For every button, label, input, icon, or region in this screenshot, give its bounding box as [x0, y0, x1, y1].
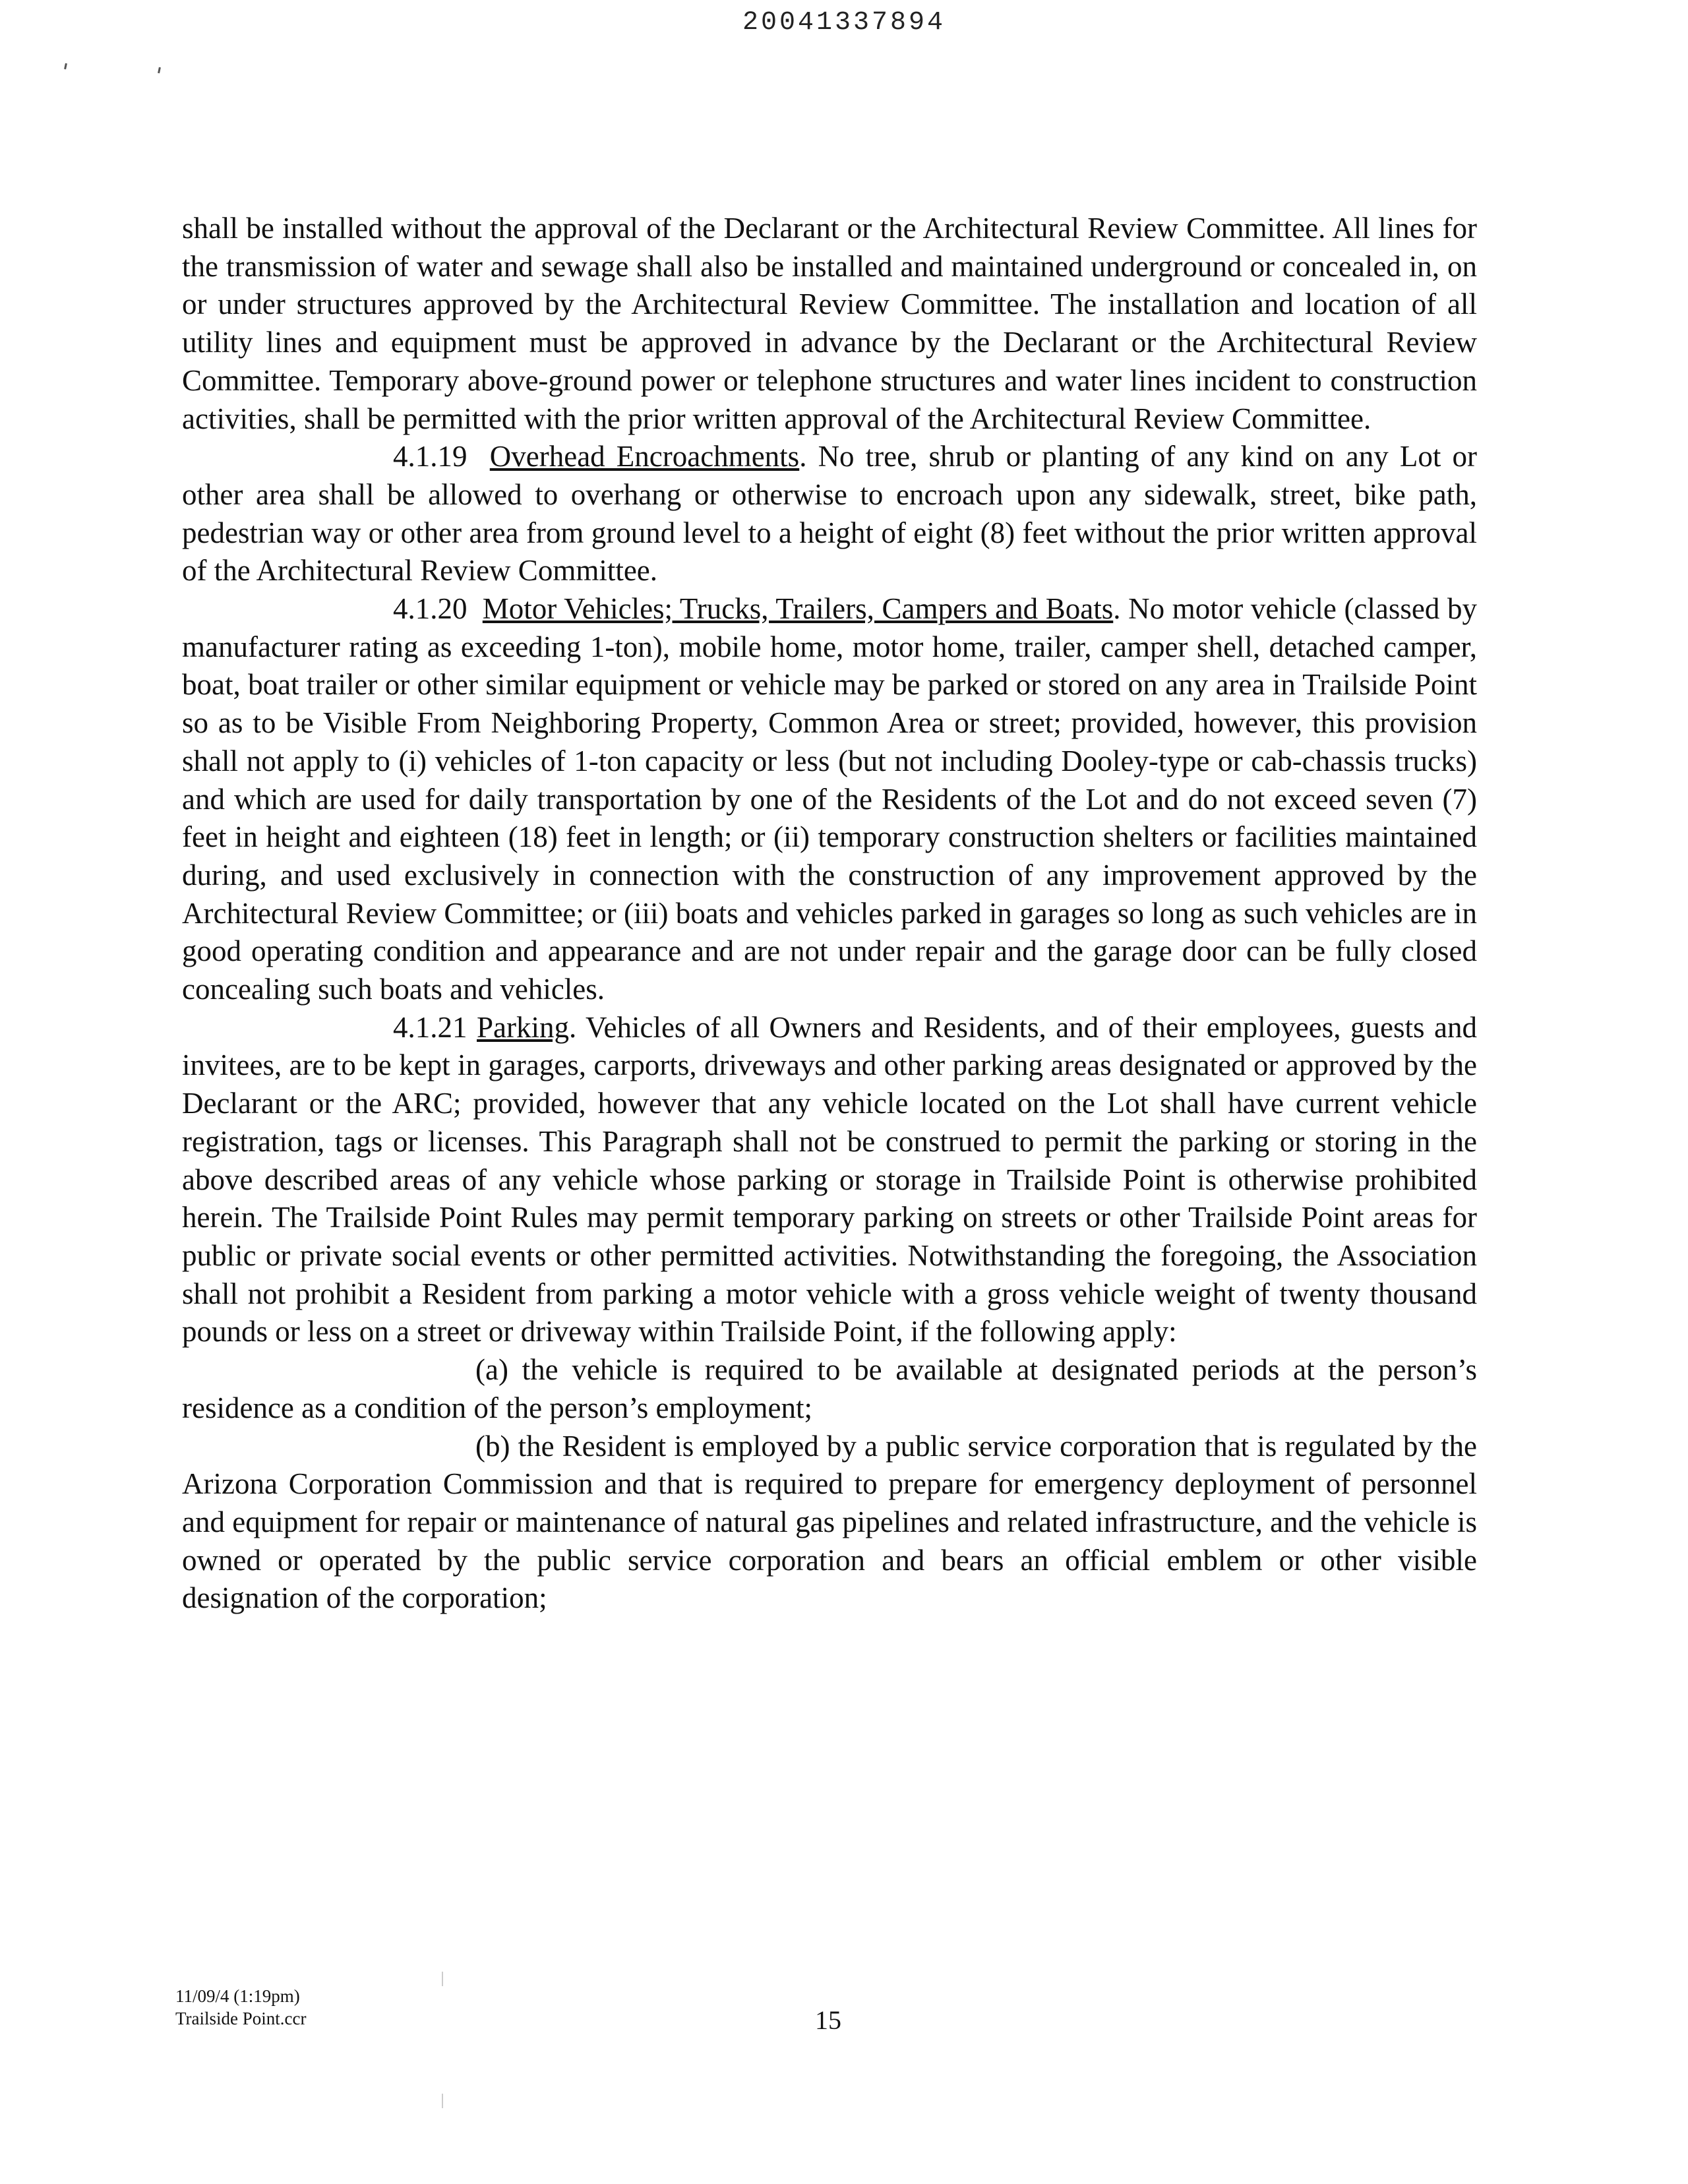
footer-filename: Trailside Point.ccr: [175, 2009, 307, 2028]
section-heading: Overhead Encroachments: [489, 440, 800, 473]
scan-speck: [158, 67, 161, 73]
section-heading: Motor Vehicles; Trucks, Trailers, Campers and Boats: [482, 592, 1114, 626]
section-text: . No tree, shrub or planting of any kind on any Lot or other area shall be allowed to overhang or otherwise to encroach upon any sidewalk, street, bike path, pedestrian way or other area from ground level to a height of eight (8) feet without the prior written approval of the Architectural Review Committee.: [182, 440, 1478, 588]
section-text: . No motor vehicle (classed by manufacturer rating as exceeding 1-ton), mobile home, motor home, trailer, camper shell, detached camper, boat, boat trailer or other similar equipment or vehicle may be parked or stored on any area in Trailside Point so as to be Visible From Neighboring Property, Common Area or street; provided, however, this provision shall not apply to (i) vehicles of 1-ton capacity or less (but not including Dooley-type or cab-chassis trucks) and which are used for daily transportation by one of the Residents of the Lot and do not exceed seven (7) feet in height and eighteen (18) feet in length; or (ii) temporary construction shelters or facilities maintained during, and used exclusively in connection with the construction of any improvement approved by the Architectural Review Committee; or (iii) boats and vehicles parked in garages so long as such vehicles are in good operating condition and appearance and are not under repair and the garage door can be fully closed concealing such boats and vehicles.: [182, 592, 1478, 1006]
document-number: 20041337894: [742, 8, 946, 38]
section-heading: Parking: [477, 1010, 570, 1044]
section-text: . Vehicles of all Owners and Residents, and of their employees, guests and invitees, are to be kept in garages, carports, driveways and other parking areas designated or approved by the Declarant or the ARC; provided, however that any vehicle located on the Lot shall have current vehicle registration, tags or licenses. This Paragraph shall not be construed to permit the parking or storing in the above described areas of any vehicle whose parking or storage in Trailside Point is otherwise prohibited herein. The Trailside Point Rules may permit temporary parking on streets or other Trailside Point areas for public or private social events or other permitted activities. Notwithstanding the foregoing, the Association shall not prohibit a Resident from parking a motor vehicle with a gross vehicle weight of twenty thousand pounds or less on a street or driveway within Trailside Point, if the following apply:: [182, 1010, 1477, 1349]
section-4-1-21: [182, 1009, 1477, 1351]
scan-speck: [64, 63, 67, 69]
section-number: 4.1.21: [393, 1010, 467, 1044]
paragraph-text: shall be installed without the approval of the Declarant or the Architectural Review Committee. All lines for the transmission of water and sewage shall also be installed and maintained underground or concealed in, on or under structures approved by the Architectural Review Committee. The installation and location of all utility lines and equipment must be approved in advance by the Declarant or the Architectural Review Committee. Temporary above-ground power or telephone structures and water lines incident to construction activities, shall be permitted with the prior written approval of the Architectural Review Committee.: [182, 212, 1477, 435]
page-number: 15: [815, 2005, 841, 2035]
paragraph-utility-lines: [182, 210, 1477, 438]
subsection-text: (a) the vehicle is required to be available at designated periods at the person’s residence as a condition of the person’s employment;: [182, 1353, 1477, 1424]
subsection-b: [182, 1428, 1477, 1618]
subsection-text: (b) the Resident is employed by a public service corporation that is regulated by the Arizona Corporation Commission and that is required to prepare for emergency deployment of personnel and equipment for repair or maintenance of natural gas pipelines and related infrastructure, and the vehicle is owned or operated by the public service corporation and bears an official emblem or other visible designation of the corporation;: [182, 1429, 1477, 1615]
footer-date: 11/09/4 (1:19pm): [175, 1986, 300, 2006]
section-number: 4.1.20: [393, 592, 467, 626]
footer-info: [175, 1985, 307, 2030]
subsection-a: [182, 1351, 1477, 1427]
section-4-1-19: [182, 438, 1477, 590]
section-number: 4.1.19: [393, 440, 467, 473]
scan-mark: [442, 1972, 443, 1986]
section-4-1-20: [182, 590, 1477, 1009]
document-body: [182, 210, 1477, 1618]
scan-mark: [442, 2094, 443, 2108]
